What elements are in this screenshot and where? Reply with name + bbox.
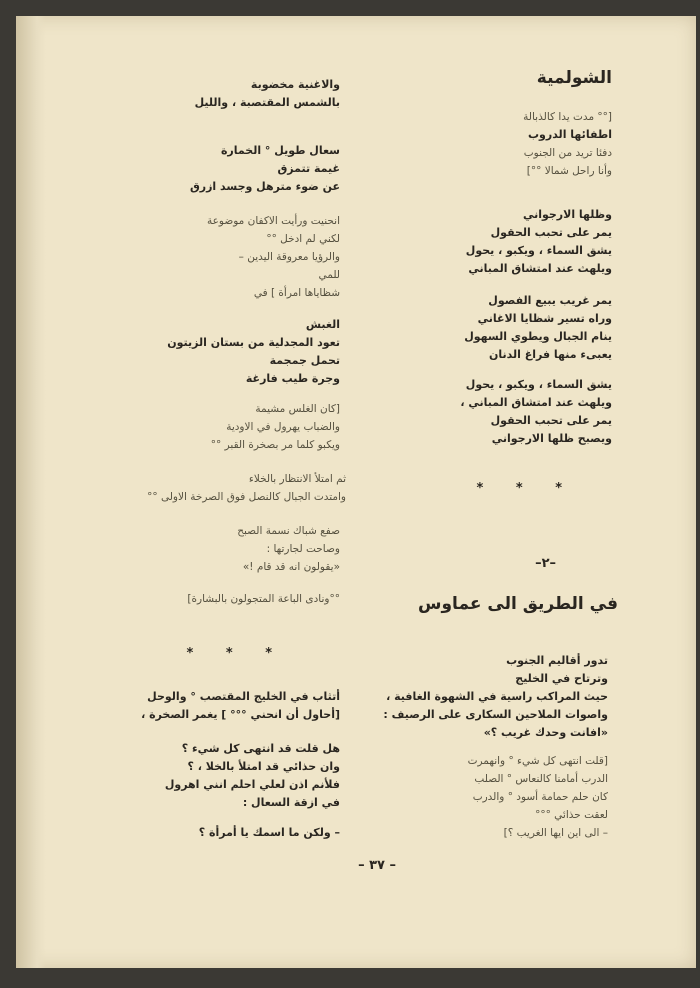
book-page — [16, 16, 696, 968]
verse-line: غيمة تتمزق — [277, 162, 340, 175]
verse-line: «يقولون انه قد قام !» — [242, 561, 340, 573]
stanza — [372, 292, 612, 364]
verse-line: ويكبو كلما مر بصخرة القبر °° — [210, 439, 340, 451]
verse-line: لعقت حذائي °°° — [535, 809, 608, 821]
stanza — [70, 522, 340, 576]
verse-line: واصوات الملاحين السكارى على الرصيف : — [383, 708, 608, 721]
stanza — [70, 740, 340, 812]
verse-line: صفع شباك نسمة الصبح — [237, 525, 340, 537]
verse-line: فلأنم اذن لعلي احلم انني اهرول — [164, 778, 340, 791]
verse-line: دفئا تريد من الجنوب — [523, 147, 612, 159]
verse-line: ويلهث عند امتشاق المباني ، — [460, 396, 612, 409]
verse-line: يشق السماء ، ويكبو ، يحول — [465, 244, 612, 257]
poem-title: الشولمية — [536, 68, 612, 88]
verse-line: وجرة طيب فارغة — [245, 372, 340, 385]
stanza — [70, 688, 340, 724]
verse-line: يمر على تحبب الحقول — [490, 414, 612, 427]
verse-line: والرؤيا معروقة اليدين – — [238, 251, 340, 263]
verse-line: ويصبح ظلها الارجواني — [491, 432, 612, 445]
verse-line: – الى اين ايها الغريب ؟] — [503, 827, 608, 839]
section-number: –٢– — [535, 556, 556, 571]
stanza — [372, 144, 612, 180]
stanza — [46, 470, 346, 506]
poem-road-to-emmaus — [338, 592, 618, 616]
verse-line: يمر غريب يبيع الفصول — [488, 294, 612, 307]
poem-shulamite — [372, 66, 612, 90]
verse-line: تحمل جمجمة — [269, 354, 340, 367]
stanza — [70, 824, 340, 842]
verse-line: شظاياها امرأة ] في — [253, 287, 340, 299]
stanza — [70, 76, 340, 112]
verse-line: وصاحت لجارتها : — [266, 543, 340, 555]
verse-line: انحنيت ورأيت الاكفان موضوعة — [207, 215, 340, 227]
stanza — [70, 212, 340, 302]
stanza — [372, 376, 612, 448]
verse-line: تعود المجدلية من بستان الزيتون — [167, 336, 340, 349]
section-separator: * * * — [476, 481, 576, 496]
verse-line: الدرب أمامنا كالنعاس ° الصلب — [474, 773, 608, 785]
verse-line: وترتاح في الخليج — [515, 672, 608, 685]
verse-line: والضباب يهرول في الاودية — [226, 421, 340, 433]
verse-line: تدور أقاليم الجنوب — [506, 654, 608, 667]
verse-line: وان حذائي قد امتلأ بالخلا ، ؟ — [187, 760, 340, 773]
page-number: – ٣٧ – — [358, 858, 396, 873]
stanza — [372, 206, 612, 278]
stanza — [70, 142, 340, 196]
stanza — [70, 316, 340, 388]
verse-line: [قلت انتهى كل شيء ° وانهمرت — [467, 755, 608, 767]
verse-line: «افانت وحدك غريب ؟» — [483, 726, 608, 739]
verse-line: هل قلت قد انتهى كل شيء ؟ — [181, 742, 340, 755]
verse-line: الغبش — [305, 318, 340, 331]
verse-line: °°ونادى الباعة المتجولون بالبشارة] — [187, 593, 340, 605]
stanza — [70, 400, 340, 454]
verse-line: أتثاب في الخليج المقتصب ° والوحل — [147, 690, 340, 703]
verse-line: وظلها الارجواني — [522, 208, 612, 221]
verse-line: والاغنية مخضوبة — [250, 78, 340, 91]
verse-line: يمر على تحبب الحقول — [490, 226, 612, 239]
verse-line: [أحاول أن انحني °°° ] يغمر الصخرة ، — [141, 708, 340, 721]
verse-line: حيث المراكب راسية في الشهوة الغافية ، — [386, 690, 608, 703]
verse-line: – ولكن ما اسمك يا أمرأة ؟ — [198, 826, 340, 839]
verse-line: اطفائها الدروب — [527, 128, 612, 141]
poem-title: في الطريق الى عماوس — [418, 594, 618, 614]
verse-line: سعال طويل ° الخمارة — [220, 144, 340, 157]
verse-line: [°° مدت يدا كالذبالة — [523, 111, 612, 123]
stanza — [70, 590, 340, 608]
verse-line: ويلهث عند امتشاق المباني — [468, 262, 612, 275]
verse-line: [كان الغلس مشيمة — [255, 403, 340, 415]
verse-line: للمي — [318, 269, 340, 281]
verse-line: وأنا راحل شمالا °°] — [526, 165, 612, 177]
stanza — [372, 126, 612, 144]
stanza — [372, 108, 612, 126]
verse-line: وامتدت الجبال كالنصل فوق الصرخة الاولى °° — [147, 491, 346, 503]
verse-line: وراه تسير شظايا الاغاني — [477, 312, 612, 325]
section-separator: * * * — [186, 646, 286, 661]
verse-line: في ازقة السعال : — [242, 796, 340, 809]
verse-line: لكني لم ادخل °° — [266, 233, 340, 245]
verse-line: بالشمس المقتصبة ، والليل — [194, 96, 340, 109]
verse-line: يعبىء منها فراغ الدنان — [489, 348, 612, 361]
verse-line: عن ضوء مترهل وجسد ازرق — [189, 180, 340, 193]
verse-line: ثم امتلأ الانتظار بالخلاء — [248, 473, 346, 485]
verse-line: يشق السماء ، ويكبو ، يحول — [465, 378, 612, 391]
verse-line: ينام الجبال ويطوي السهول — [464, 330, 612, 343]
page-binding-shadow — [16, 16, 46, 968]
verse-line: كان حلم حمامة أسود ° والدرب — [472, 791, 608, 803]
stanza — [348, 752, 608, 842]
